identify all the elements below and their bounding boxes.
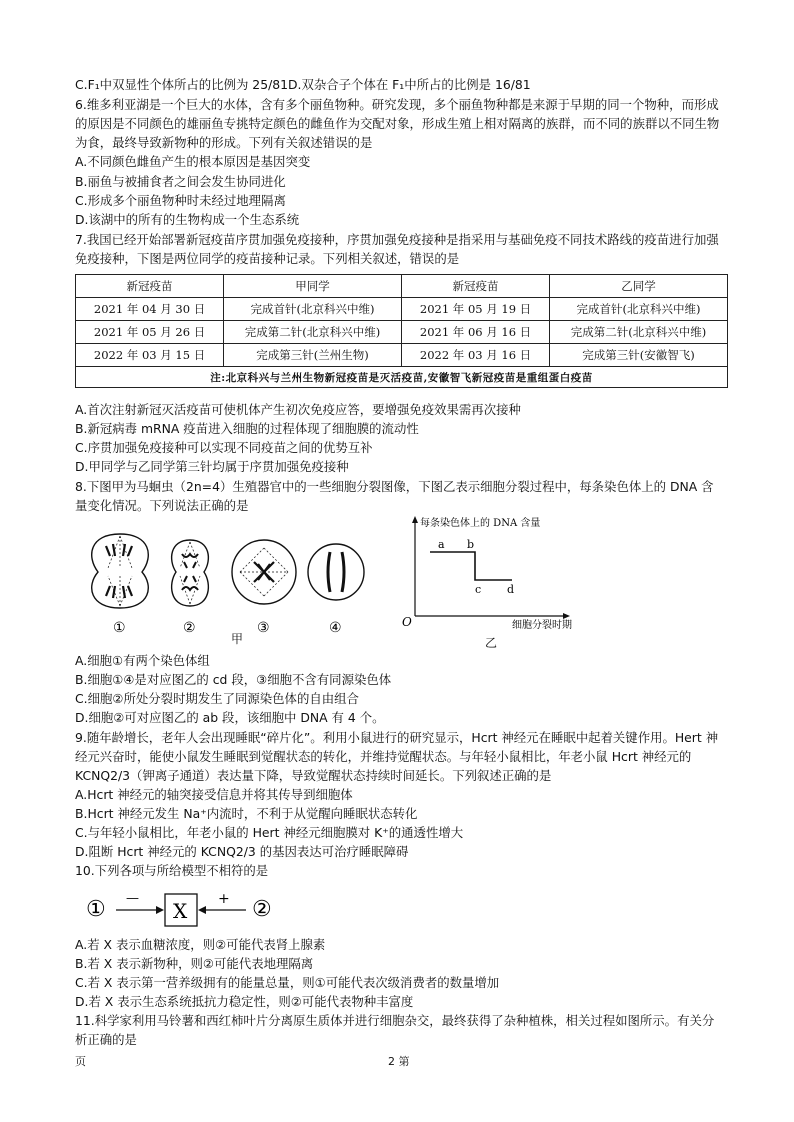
question-9-stem: 9.随年龄增长，老年人会出现睡眠“碎片化”。利用小鼠进行的研究显示，Hcrt 神经元在睡眠中起着关键作用。Hert 神经元兴奋时，能使小鼠发生睡眠到觉醒状态的转化，并维持觉醒状态。与年轻小鼠相比，年老小鼠 Hcrt 神经元的 KCNQ2/3（钾离子通道）表达量下降，导致觉醒状态持续时间延长。下列叙述正确的是 <box>75 730 719 783</box>
question-8-option-c: C.细胞②所处分裂时期发生了同源染色体的自由组合 <box>75 691 359 706</box>
question-9-option-b: B.Hcrt 神经元发生 Na⁺内流时，不利于从觉醒向睡眠状态转化 <box>75 806 418 821</box>
question-6-option-d: D.该湖中的所有的生物构成一个生态系统 <box>75 212 300 227</box>
cell-3-label: ③ <box>257 620 270 636</box>
page-number: 2 第 <box>388 1055 410 1068</box>
table-row <box>76 298 728 321</box>
table-cell: 2021 年 04 月 30 日 <box>76 298 224 321</box>
cell-4-label: ④ <box>329 620 342 636</box>
cell-1-diagram <box>92 534 149 608</box>
figure-yi <box>400 512 595 632</box>
question-6-stem: 6.维多利亚湖是一个巨大的水体，含有多个丽鱼物种。研究发现，多个丽鱼物种都是来源于早期的同一个物种，而形成的原因是不同颜色的雄丽鱼专挑特定颜色的雌鱼作为交配对象，形成生殖上相对隔离的族群，而不同的族群以不同生物为食，最终导致新物种的形成。下列有关叙述错误的是 <box>75 97 720 150</box>
cell-2-label: ② <box>183 620 196 636</box>
question-10-option-b: B.若 X 表示新物种，则②可能代表地理隔离 <box>75 956 314 971</box>
figure-yi-caption: 乙 <box>485 636 498 650</box>
origin-label: O <box>402 615 412 629</box>
table-cell: 2021 年 06 月 16 日 <box>401 321 549 344</box>
table-cell: 2022 年 03 月 15 日 <box>76 344 224 367</box>
question-6-option-b: B.丽鱼与被捕食者之间会发生协同进化 <box>75 174 286 189</box>
x-axis-arrow <box>563 613 570 619</box>
table-note-row <box>76 367 728 388</box>
model-left-sign: — <box>126 891 139 906</box>
question-7-option-b: B.新冠病毒 mRNA 疫苗进入细胞的过程体现了细胞膜的流动性 <box>75 421 419 436</box>
question-6-option-c: C.形成多个丽鱼物种时未经过地理隔离 <box>75 193 286 208</box>
table-cell: 完成第二针(北京科兴中维) <box>224 321 402 344</box>
table-header: 新冠疫苗 <box>401 275 549 298</box>
question-8-option-d: D.细胞②可对应图乙的 ab 段，该细胞中 DNA 有 4 个。 <box>75 710 385 725</box>
model-left-label: ① <box>86 897 106 922</box>
question-8-stem: 8.下图甲为马蛔虫（2n=4）生殖器官中的一些细胞分裂图像，下图乙表示细胞分裂过程中，每条染色体上的 DNA 含量变化情况。下列说法正确的是 <box>75 479 714 513</box>
question-6-option-a: A.不同颜色雌鱼产生的根本原因是基因突变 <box>75 154 311 169</box>
table-cell: 完成第三针(兰州生物) <box>224 344 402 367</box>
table-cell: 2022 年 03 月 16 日 <box>401 344 549 367</box>
table-header-row <box>76 275 728 298</box>
table-cell: 完成第三针(安徽智飞) <box>550 344 728 367</box>
point-d-label: d <box>507 583 515 596</box>
vaccine-record-table <box>75 274 728 388</box>
question-9-option-a: A.Hcrt 神经元的轴突接受信息并将其传导到细胞体 <box>75 787 353 802</box>
question-10-option-c: C.若 X 表示第一营养级拥有的能量总量，则①可能代表次级消费者的数量增加 <box>75 975 500 990</box>
y-axis-label: 每条染色体上的 DNA 含量 <box>420 518 541 529</box>
table-row <box>76 344 728 367</box>
figure-jia <box>80 528 370 644</box>
table-header: 新冠疫苗 <box>76 275 224 298</box>
table-cell: 2021 年 05 月 26 日 <box>76 321 224 344</box>
question-9-option-d: D.阻断 Hcrt 神经元的 KCNQ2/3 的基因表达可治疗睡眠障碍 <box>75 844 409 859</box>
question-7-stem: 7.我国已经开始部署新冠疫苗序贯加强免疫接种，序贯加强免疫接种是指采用与基础免疫不同技术路线的疫苗进行加强免疫接种，下图是两位同学的疫苗接种记录。下列相关叙述，错误的是 <box>75 232 719 266</box>
question-11-stem: 11.科学家利用马铃薯和西红柿叶片分离原生质体并进行细胞杂交，最终获得了杂种植株，相关过程如图所示。有关分析正确的是 <box>75 1013 715 1047</box>
x-axis-label: 细胞分裂时期 <box>512 620 572 631</box>
model-right-sign: + <box>218 891 230 907</box>
question-8-option-a: A.细胞①有两个染色体组 <box>75 653 210 668</box>
dna-content-line <box>430 552 512 580</box>
question-10-option-a: A.若 X 表示血糖浓度，则②可能代表肾上腺素 <box>75 937 326 952</box>
question-5-options-cd: C.F₁中双显性个体所占的比例为 25/81D.双杂合子个体在 F₁中所占的比例是 16/81 <box>75 77 531 92</box>
table-cell: 完成首针(北京科兴中维) <box>224 298 402 321</box>
table-header: 甲同学 <box>224 275 402 298</box>
point-b-label: b <box>467 538 475 551</box>
footer-left: 页 <box>75 1055 86 1068</box>
question-7-option-c: C.序贯加强免疫接种可以实现不同疫苗之间的优势互补 <box>75 440 373 455</box>
cell-1-label: ① <box>113 620 126 636</box>
cell-4-diagram <box>308 544 364 600</box>
table-cell: 完成第二针(北京科兴中维) <box>550 321 728 344</box>
cell-3-diagram <box>232 540 296 604</box>
model-left-arrowhead <box>156 906 164 914</box>
y-axis-arrow <box>412 516 418 523</box>
figure-jia-caption: 甲 <box>231 632 244 646</box>
model-center-label: X <box>173 899 188 923</box>
table-header: 乙同学 <box>550 275 728 298</box>
cell-2-diagram <box>172 540 209 606</box>
question-10-option-d: D.若 X 表示生态系统抵抗力稳定性，则②可能代表物种丰富度 <box>75 994 414 1009</box>
model-right-label: ② <box>252 897 272 922</box>
question-7-option-a: A.首次注射新冠灭活疫苗可使机体产生初次免疫应答，要增强免疫效果需再次接种 <box>75 402 521 417</box>
question-10-stem: 10.下列各项与所给模型不相符的是 <box>75 863 269 878</box>
question-8-option-b: B.细胞①④是对应图乙的 cd 段，③细胞不含有同源染色体 <box>75 672 392 687</box>
point-a-label: a <box>438 538 445 551</box>
table-cell: 2021 年 05 月 19 日 <box>401 298 549 321</box>
model-diagram <box>82 886 282 930</box>
point-c-label: c <box>475 583 482 596</box>
table-row <box>76 321 728 344</box>
question-7-option-d: D.甲同学与乙同学第三针均属于序贯加强免疫接种 <box>75 459 349 474</box>
table-cell: 完成首针(北京科兴中维) <box>550 298 728 321</box>
table-note: 注:北京科兴与兰州生物新冠疫苗是灭活疫苗,安徽智飞新冠疫苗是重组蛋白疫苗 <box>76 367 728 388</box>
question-9-option-c: C.与年轻小鼠相比，年老小鼠的 Hert 神经元细胞膜对 K⁺的通透性增大 <box>75 825 464 840</box>
